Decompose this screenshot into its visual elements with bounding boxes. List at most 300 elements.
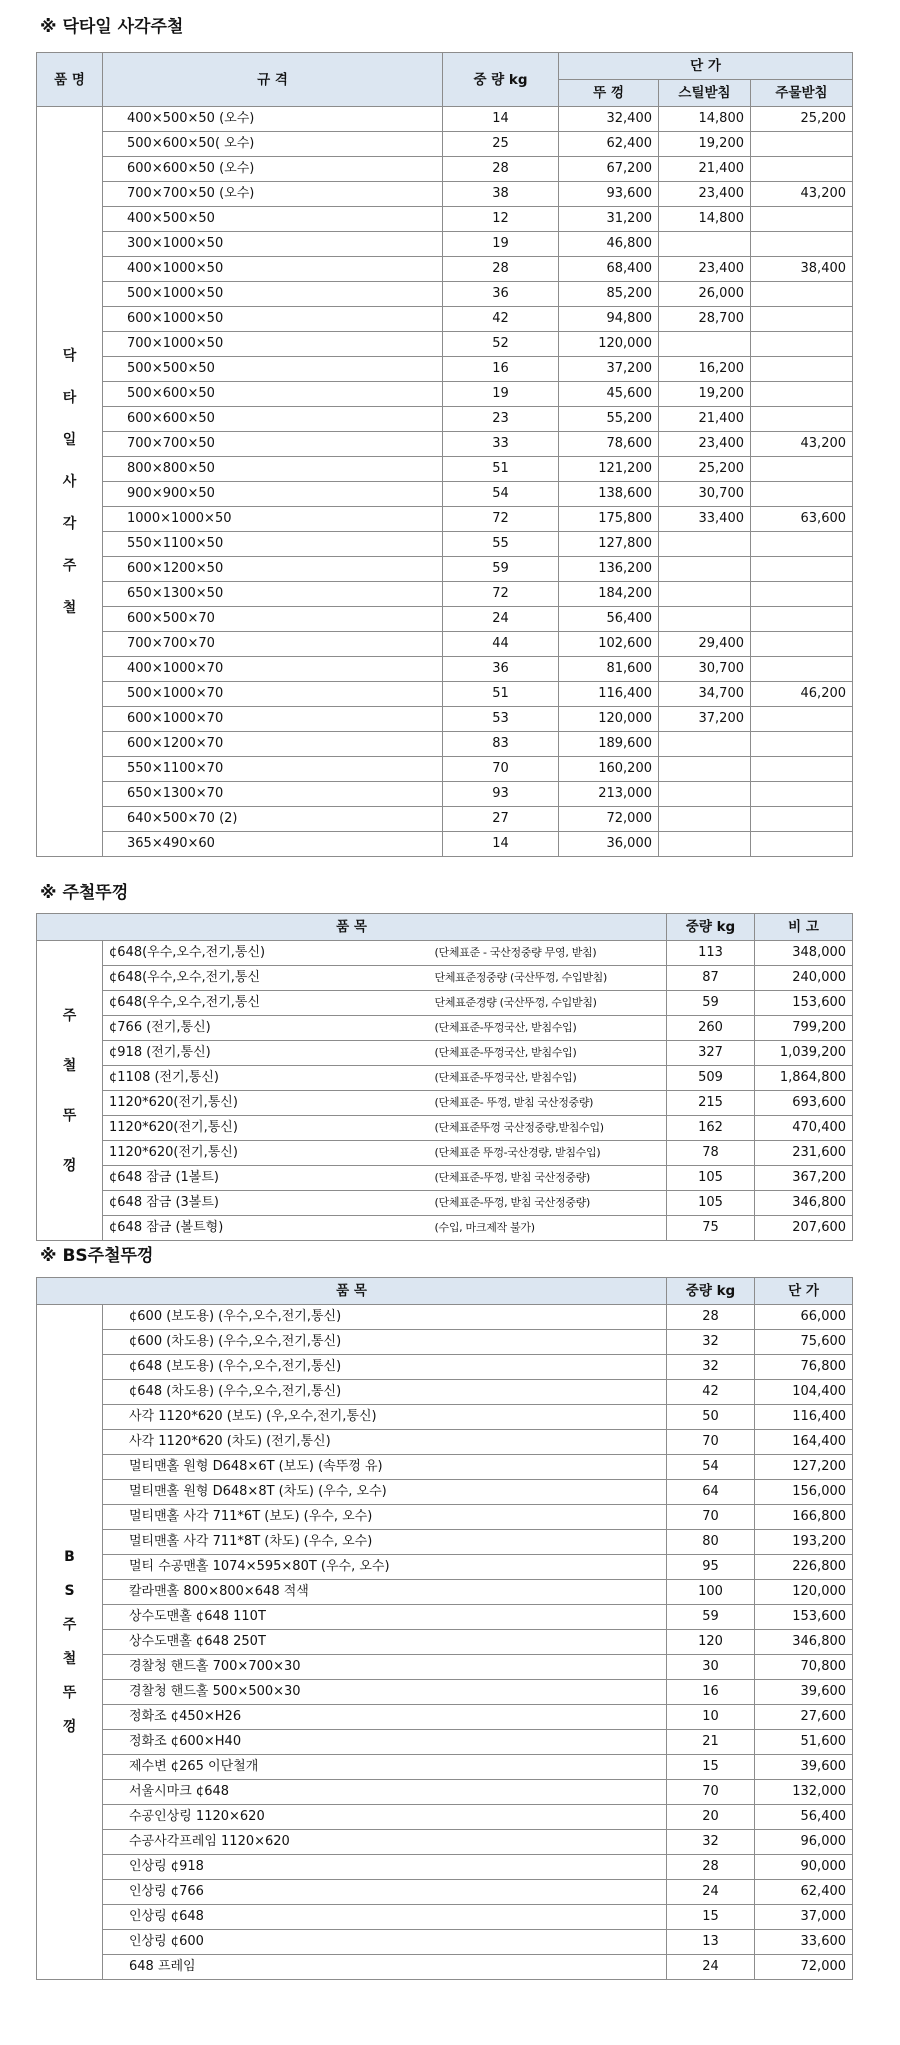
price-cell: 66,000 <box>755 1305 853 1330</box>
spec-cell: 650×1300×50 <box>103 582 443 607</box>
category-label <box>37 941 103 1241</box>
price-cell: 51,600 <box>755 1730 853 1755</box>
spec-cell: 500×600×50( 오수) <box>103 132 443 157</box>
lid-price-cell: 68,400 <box>559 257 659 282</box>
category-char: 닥 <box>62 347 77 364</box>
category-char: 껑 <box>62 1157 77 1174</box>
weight-cell: 509 <box>667 1066 755 1091</box>
steel-price-cell: 23,400 <box>659 432 751 457</box>
cast-price-cell <box>751 382 853 407</box>
weight-cell: 13 <box>667 1930 755 1955</box>
lid-price-cell: 136,200 <box>559 557 659 582</box>
item-cell: 멀티맨홀 사각 711*6T (보도) (우수, 오수) <box>103 1505 667 1530</box>
category-char: 타 <box>62 389 77 406</box>
table-row <box>37 432 853 457</box>
note-cell: (단체표준-뚜껑국산, 받침수입) <box>429 1066 667 1091</box>
weight-cell: 59 <box>667 1605 755 1630</box>
item-cell: ¢648(우수,오수,전기,통신) <box>103 941 429 966</box>
steel-price-cell: 19,200 <box>659 132 751 157</box>
price-cell: 27,600 <box>755 1705 853 1730</box>
cast-price-cell <box>751 332 853 357</box>
table-row <box>37 1455 853 1480</box>
steel-price-cell <box>659 557 751 582</box>
steel-price-cell: 30,700 <box>659 657 751 682</box>
category-char: S <box>64 1583 75 1599</box>
weight-cell: 100 <box>667 1580 755 1605</box>
table-row <box>37 1705 853 1730</box>
header-steel: 스틸받침 <box>659 80 751 107</box>
spec-cell: 550×1100×70 <box>103 757 443 782</box>
item-cell: ¢1108 (전기,통신) <box>103 1066 429 1091</box>
weight-cell: 10 <box>667 1705 755 1730</box>
table-row <box>37 1330 853 1355</box>
item-cell: 사각 1120*620 (보도) (우,오수,전기,통신) <box>103 1405 667 1430</box>
cast-price-cell <box>751 732 853 757</box>
table-row <box>37 1555 853 1580</box>
table-row <box>37 1880 853 1905</box>
cast-price-cell <box>751 357 853 382</box>
table-row <box>37 132 853 157</box>
ductile-square-table <box>36 52 853 857</box>
weight-cell: 32 <box>667 1330 755 1355</box>
cast-price-cell <box>751 132 853 157</box>
table-row <box>37 1605 853 1630</box>
weight-cell: 105 <box>667 1166 755 1191</box>
weight-cell: 21 <box>667 1730 755 1755</box>
table-row <box>37 1066 853 1091</box>
weight-cell: 25 <box>443 132 559 157</box>
weight-cell: 54 <box>667 1455 755 1480</box>
weight-cell: 24 <box>667 1955 755 1980</box>
item-cell: 경찰청 핸드홀 700×700×30 <box>103 1655 667 1680</box>
spec-cell: 700×700×50 (오수) <box>103 182 443 207</box>
note-cell: (수입, 마크제작 불가) <box>429 1216 667 1241</box>
header-price: 단 가 <box>755 1278 853 1305</box>
table-row <box>37 1830 853 1855</box>
category-char: 철 <box>62 1057 77 1074</box>
steel-price-cell: 29,400 <box>659 632 751 657</box>
price-cell: 33,600 <box>755 1930 853 1955</box>
steel-price-cell: 37,200 <box>659 707 751 732</box>
weight-cell: 15 <box>667 1755 755 1780</box>
weight-cell: 50 <box>667 1405 755 1430</box>
category-char: 일 <box>62 431 77 448</box>
price-cell: 120,000 <box>755 1580 853 1605</box>
table-row <box>37 107 853 132</box>
lid-price-cell: 120,000 <box>559 707 659 732</box>
table-row <box>37 1355 853 1380</box>
item-cell: 인상링 ¢766 <box>103 1880 667 1905</box>
table-row <box>37 807 853 832</box>
steel-price-cell: 34,700 <box>659 682 751 707</box>
item-cell: ¢600 (보도용) (우수,오수,전기,통신) <box>103 1305 667 1330</box>
lid-price-cell: 213,000 <box>559 782 659 807</box>
weight-cell: 36 <box>443 282 559 307</box>
weight-cell: 20 <box>667 1805 755 1830</box>
price-cell: 164,400 <box>755 1430 853 1455</box>
category-char: 철 <box>62 599 77 616</box>
note-cell: (단체표준-뚜껑국산, 받침수입) <box>429 1041 667 1066</box>
item-cell: 1120*620(전기,통신) <box>103 1116 429 1141</box>
table-row <box>37 282 853 307</box>
weight-cell: 24 <box>443 607 559 632</box>
cast-price-cell <box>751 632 853 657</box>
cast-price-cell <box>751 807 853 832</box>
steel-price-cell <box>659 332 751 357</box>
weight-cell: 70 <box>667 1505 755 1530</box>
weight-cell: 54 <box>443 482 559 507</box>
spec-cell: 900×900×50 <box>103 482 443 507</box>
weight-cell: 16 <box>667 1680 755 1705</box>
header-weight: 중량 kg <box>667 914 755 941</box>
table-row <box>37 1630 853 1655</box>
spec-cell: 1000×1000×50 <box>103 507 443 532</box>
weight-cell: 70 <box>667 1430 755 1455</box>
category-char: 주 <box>62 1617 77 1633</box>
item-cell: 멀티맨홀 사각 711*8T (차도) (우수, 오수) <box>103 1530 667 1555</box>
note-cell: (단체표준-뚜껑, 받침 국산정중량) <box>429 1166 667 1191</box>
weight-cell: 120 <box>667 1630 755 1655</box>
cast-price-cell <box>751 657 853 682</box>
table-row <box>37 307 853 332</box>
price-cell: 156,000 <box>755 1480 853 1505</box>
weight-cell: 32 <box>667 1830 755 1855</box>
category-char: 철 <box>62 1651 77 1667</box>
weight-cell: 27 <box>443 807 559 832</box>
steel-price-cell: 33,400 <box>659 507 751 532</box>
price-cell: 132,000 <box>755 1780 853 1805</box>
price-cell: 367,200 <box>755 1166 853 1191</box>
table-row <box>37 1780 853 1805</box>
cast-price-cell <box>751 157 853 182</box>
header-lid: 뚜 껑 <box>559 80 659 107</box>
price-cell: 799,200 <box>755 1016 853 1041</box>
lid-price-cell: 121,200 <box>559 457 659 482</box>
category-char: 껑 <box>62 1719 77 1735</box>
lid-price-cell: 37,200 <box>559 357 659 382</box>
weight-cell: 327 <box>667 1041 755 1066</box>
price-cell: 240,000 <box>755 966 853 991</box>
item-cell: 칼라맨홀 800×800×648 적색 <box>103 1580 667 1605</box>
table-row <box>37 382 853 407</box>
spec-cell: 400×1000×70 <box>103 657 443 682</box>
spec-cell: 600×1200×50 <box>103 557 443 582</box>
price-cell: 693,600 <box>755 1091 853 1116</box>
price-cell: 1,864,800 <box>755 1066 853 1091</box>
item-cell: 인상링 ¢918 <box>103 1855 667 1880</box>
lid-price-cell: 120,000 <box>559 332 659 357</box>
item-cell: 사각 1120*620 (차도) (전기,통신) <box>103 1430 667 1455</box>
weight-cell: 12 <box>443 207 559 232</box>
category-char: 주 <box>62 1007 77 1024</box>
header-item: 품 목 <box>37 1278 667 1305</box>
category-label <box>37 1305 103 1980</box>
item-cell: 제수변 ¢265 이단철개 <box>103 1755 667 1780</box>
category-char: 뚜 <box>62 1107 77 1124</box>
weight-cell: 28 <box>667 1855 755 1880</box>
price-cell: 39,600 <box>755 1680 853 1705</box>
table-row <box>37 1016 853 1041</box>
table-row <box>37 1755 853 1780</box>
item-cell: ¢648(우수,오수,전기,통신 <box>103 966 429 991</box>
cast-price-cell: 46,200 <box>751 682 853 707</box>
table-row <box>37 657 853 682</box>
weight-cell: 15 <box>667 1905 755 1930</box>
spec-cell: 600×600×50 <box>103 407 443 432</box>
steel-price-cell: 25,200 <box>659 457 751 482</box>
weight-cell: 42 <box>667 1380 755 1405</box>
weight-cell: 55 <box>443 532 559 557</box>
table-row <box>37 1680 853 1705</box>
table-row <box>37 407 853 432</box>
category-char: 뚜 <box>62 1685 77 1701</box>
weight-cell: 32 <box>667 1355 755 1380</box>
weight-cell: 162 <box>667 1116 755 1141</box>
lid-price-cell: 31,200 <box>559 207 659 232</box>
weight-cell: 28 <box>443 257 559 282</box>
lid-price-cell: 160,200 <box>559 757 659 782</box>
cast-price-cell <box>751 832 853 857</box>
table-row <box>37 1480 853 1505</box>
table-row <box>37 1930 853 1955</box>
item-cell: 정화조 ¢450×H26 <box>103 1705 667 1730</box>
spec-cell: 600×1000×50 <box>103 307 443 332</box>
steel-price-cell: 19,200 <box>659 382 751 407</box>
lid-price-cell: 55,200 <box>559 407 659 432</box>
cast-price-cell: 38,400 <box>751 257 853 282</box>
price-cell: 56,400 <box>755 1805 853 1830</box>
weight-cell: 78 <box>667 1141 755 1166</box>
weight-cell: 72 <box>443 582 559 607</box>
spec-cell: 500×500×50 <box>103 357 443 382</box>
cast-price-cell: 25,200 <box>751 107 853 132</box>
lid-price-cell: 67,200 <box>559 157 659 182</box>
steel-price-cell: 28,700 <box>659 307 751 332</box>
spec-cell: 500×1000×70 <box>103 682 443 707</box>
weight-cell: 51 <box>443 457 559 482</box>
header-cast: 주물받침 <box>751 80 853 107</box>
category-char: 주 <box>62 557 77 574</box>
table-row <box>37 707 853 732</box>
cast-price-cell <box>751 757 853 782</box>
price-cell: 90,000 <box>755 1855 853 1880</box>
cast-price-cell <box>751 557 853 582</box>
price-cell: 346,800 <box>755 1630 853 1655</box>
item-cell: 수공인상링 1120×620 <box>103 1805 667 1830</box>
category-char: 사 <box>62 473 77 490</box>
weight-cell: 75 <box>667 1216 755 1241</box>
cast-iron-cover-table <box>36 913 853 1241</box>
note-cell: 단체표준정중량 (국산뚜껑, 수입받침) <box>429 966 667 991</box>
lid-price-cell: 62,400 <box>559 132 659 157</box>
table-row <box>37 1430 853 1455</box>
weight-cell: 28 <box>667 1305 755 1330</box>
spec-cell: 400×500×50 <box>103 207 443 232</box>
price-cell: 153,600 <box>755 1605 853 1630</box>
category-char: 각 <box>62 515 77 532</box>
weight-cell: 14 <box>443 107 559 132</box>
item-cell: ¢648 (보도용) (우수,오수,전기,통신) <box>103 1355 667 1380</box>
table-row <box>37 607 853 632</box>
item-cell: ¢918 (전기,통신) <box>103 1041 429 1066</box>
table-row <box>37 1405 853 1430</box>
section-title: ※ BS주철뚜껑 <box>40 1246 154 1266</box>
lid-price-cell: 81,600 <box>559 657 659 682</box>
item-cell: 상수도맨홀 ¢648 110T <box>103 1605 667 1630</box>
weight-cell: 93 <box>443 782 559 807</box>
spec-cell: 600×1200×70 <box>103 732 443 757</box>
cast-price-cell: 43,200 <box>751 432 853 457</box>
price-cell: 153,600 <box>755 991 853 1016</box>
weight-cell: 87 <box>667 966 755 991</box>
spec-cell: 700×1000×50 <box>103 332 443 357</box>
weight-cell: 215 <box>667 1091 755 1116</box>
cast-price-cell <box>751 532 853 557</box>
price-cell: 226,800 <box>755 1555 853 1580</box>
price-cell: 1,039,200 <box>755 1041 853 1066</box>
table-row <box>37 1905 853 1930</box>
item-cell: 멀티 수공맨홀 1074×595×80T (우수, 오수) <box>103 1555 667 1580</box>
price-cell: 76,800 <box>755 1355 853 1380</box>
steel-price-cell: 14,800 <box>659 207 751 232</box>
table-row <box>37 1380 853 1405</box>
spec-cell: 700×700×70 <box>103 632 443 657</box>
lid-price-cell: 45,600 <box>559 382 659 407</box>
lid-price-cell: 36,000 <box>559 832 659 857</box>
table-row <box>37 1091 853 1116</box>
cast-price-cell <box>751 282 853 307</box>
item-cell: ¢766 (전기,통신) <box>103 1016 429 1041</box>
steel-price-cell: 23,400 <box>659 257 751 282</box>
lid-price-cell: 127,800 <box>559 532 659 557</box>
steel-price-cell: 14,800 <box>659 107 751 132</box>
spec-cell: 640×500×70 (2) <box>103 807 443 832</box>
spec-cell: 650×1300×70 <box>103 782 443 807</box>
table-row <box>37 532 853 557</box>
cast-price-cell: 43,200 <box>751 182 853 207</box>
item-cell: ¢648(우수,오수,전기,통신 <box>103 991 429 1016</box>
item-cell: ¢648 잠금 (3볼트) <box>103 1191 429 1216</box>
category-char: B <box>64 1549 75 1565</box>
steel-price-cell: 30,700 <box>659 482 751 507</box>
item-cell: 1120*620(전기,통신) <box>103 1141 429 1166</box>
table-row <box>37 1116 853 1141</box>
steel-price-cell <box>659 582 751 607</box>
table-row <box>37 682 853 707</box>
price-cell: 346,800 <box>755 1191 853 1216</box>
price-cell: 166,800 <box>755 1505 853 1530</box>
lid-price-cell: 94,800 <box>559 307 659 332</box>
cast-price-cell <box>751 607 853 632</box>
table-row <box>37 1855 853 1880</box>
table-row <box>37 941 853 966</box>
price-cell: 37,000 <box>755 1905 853 1930</box>
weight-cell: 83 <box>443 732 559 757</box>
price-cell: 231,600 <box>755 1141 853 1166</box>
weight-cell: 24 <box>667 1880 755 1905</box>
spec-cell: 550×1100×50 <box>103 532 443 557</box>
price-cell: 116,400 <box>755 1405 853 1430</box>
cast-price-cell <box>751 457 853 482</box>
table-row <box>37 1655 853 1680</box>
note-cell: 단체표준경량 (국산뚜껑, 수입받침) <box>429 991 667 1016</box>
weight-cell: 23 <box>443 407 559 432</box>
price-cell: 207,600 <box>755 1216 853 1241</box>
weight-cell: 70 <box>443 757 559 782</box>
weight-cell: 59 <box>667 991 755 1016</box>
table-row <box>37 182 853 207</box>
price-cell: 39,600 <box>755 1755 853 1780</box>
price-cell: 96,000 <box>755 1830 853 1855</box>
weight-cell: 44 <box>443 632 559 657</box>
table-row <box>37 1805 853 1830</box>
item-cell: 수공사각프레임 1120×620 <box>103 1830 667 1855</box>
weight-cell: 72 <box>443 507 559 532</box>
note-cell: (단체표준- 뚜껑, 받침 국산정중량) <box>429 1091 667 1116</box>
lid-price-cell: 32,400 <box>559 107 659 132</box>
weight-cell: 105 <box>667 1191 755 1216</box>
lid-price-cell: 116,400 <box>559 682 659 707</box>
header-spec: 규 격 <box>103 53 443 107</box>
lid-price-cell: 46,800 <box>559 232 659 257</box>
item-cell: 멀티맨홀 원형 D648×8T (차도) (우수, 오수) <box>103 1480 667 1505</box>
cast-price-cell <box>751 707 853 732</box>
item-cell: 인상링 ¢600 <box>103 1930 667 1955</box>
spec-cell: 400×1000×50 <box>103 257 443 282</box>
table-row <box>37 1141 853 1166</box>
weight-cell: 95 <box>667 1555 755 1580</box>
weight-cell: 42 <box>443 307 559 332</box>
lid-price-cell: 138,600 <box>559 482 659 507</box>
weight-cell: 53 <box>443 707 559 732</box>
lid-price-cell: 175,800 <box>559 507 659 532</box>
table-row <box>37 1166 853 1191</box>
table-row <box>37 991 853 1016</box>
table-row <box>37 966 853 991</box>
steel-price-cell <box>659 232 751 257</box>
spec-cell: 600×1000×70 <box>103 707 443 732</box>
spec-cell: 700×700×50 <box>103 432 443 457</box>
steel-price-cell: 21,400 <box>659 407 751 432</box>
weight-cell: 19 <box>443 382 559 407</box>
steel-price-cell <box>659 782 751 807</box>
table-row <box>37 157 853 182</box>
price-cell: 127,200 <box>755 1455 853 1480</box>
weight-cell: 14 <box>443 832 559 857</box>
weight-cell: 30 <box>667 1655 755 1680</box>
section-title: ※ 주철뚜껑 <box>40 883 129 903</box>
lid-price-cell: 93,600 <box>559 182 659 207</box>
weight-cell: 70 <box>667 1780 755 1805</box>
table-row <box>37 632 853 657</box>
table-row <box>37 1191 853 1216</box>
steel-price-cell <box>659 807 751 832</box>
item-cell: ¢648 (차도용) (우수,오수,전기,통신) <box>103 1380 667 1405</box>
weight-cell: 59 <box>443 557 559 582</box>
lid-price-cell: 56,400 <box>559 607 659 632</box>
price-cell: 470,400 <box>755 1116 853 1141</box>
weight-cell: 64 <box>667 1480 755 1505</box>
table-row <box>37 1041 853 1066</box>
lid-price-cell: 72,000 <box>559 807 659 832</box>
item-cell: 인상링 ¢648 <box>103 1905 667 1930</box>
spec-cell: 400×500×50 (오수) <box>103 107 443 132</box>
price-cell: 72,000 <box>755 1955 853 1980</box>
cast-price-cell: 63,600 <box>751 507 853 532</box>
cast-price-cell <box>751 307 853 332</box>
weight-cell: 33 <box>443 432 559 457</box>
header-weight: 중량 kg <box>667 1278 755 1305</box>
